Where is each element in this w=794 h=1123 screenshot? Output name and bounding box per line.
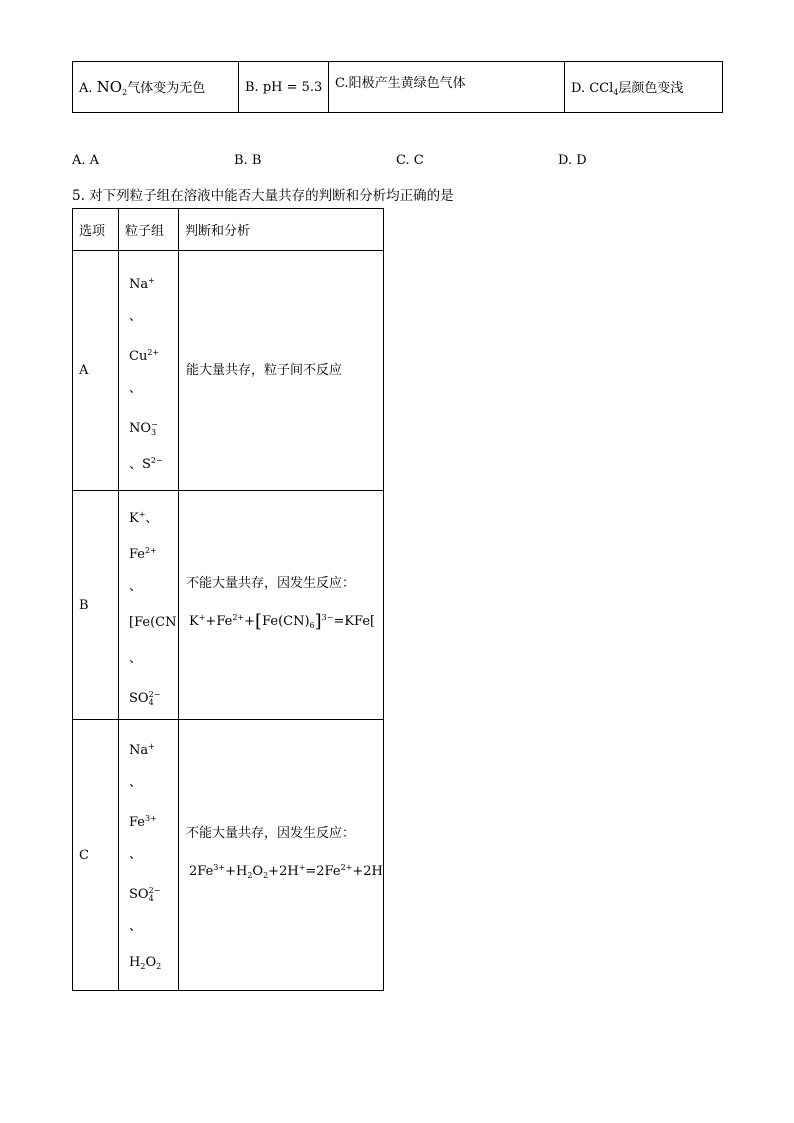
- top-options-row: [73, 62, 723, 113]
- row-c-label: C: [73, 720, 119, 991]
- ion-separator: 、: [129, 775, 143, 790]
- ion-separator: 、: [129, 579, 143, 594]
- table-row-b: [73, 491, 384, 720]
- ion-fecn6: [Fe(CN: [129, 615, 177, 630]
- choice-c[interactable]: C. C: [396, 153, 424, 168]
- table-row-a: [73, 251, 384, 491]
- row-a-ions: [119, 251, 179, 491]
- row-b-analysis: 不能大量共存，因发生反应： $K^++Fe^{2+}+[Fe(CN)_6]^{3-}=KFe$[: [179, 491, 384, 720]
- row-c-ions: [119, 720, 179, 991]
- ion-cu: $Cu^{2+}$: [129, 347, 160, 364]
- ion-coexistence-table: [72, 208, 384, 991]
- ion-no3: $NO_3^-$: [129, 419, 158, 437]
- ion-so4: $SO_4^{2-}$: [129, 690, 161, 707]
- ion-separator: 、: [129, 847, 143, 862]
- ion-so4: $SO_4^{2-}$: [129, 886, 161, 903]
- top-option-d: D. CCl$_4$层颜色变浅: [565, 62, 723, 113]
- question-5-text: 5. 对下列粒子组在溶液中能否大量共存的判断和分析均正确的是: [72, 188, 454, 204]
- row-a-label: A: [73, 251, 119, 491]
- choice-b[interactable]: B. B: [234, 153, 262, 168]
- choice-a[interactable]: A. A: [72, 153, 100, 168]
- top-option-a: A. $NO_2$气体变为无色: [73, 62, 239, 113]
- no2-formula: $NO_2$: [96, 78, 128, 97]
- ion-separator: 、: [129, 308, 143, 324]
- header-particles: 粒子组: [119, 209, 179, 251]
- row-c-analysis: 不能大量共存，因发生反应： $2Fe^{3+}+H_2O_2+2H^+=2Fe^{2+}+2H$: [179, 720, 384, 991]
- ion-na: Na+: [129, 275, 155, 292]
- ion-separator: 、: [129, 651, 143, 666]
- ion-k: K+、: [129, 510, 159, 526]
- row-a-analysis: 能大量共存，粒子间不反应: [179, 251, 384, 491]
- row-b-ions: [119, 491, 179, 720]
- table-header-row: [73, 209, 384, 251]
- header-option: 选项: [73, 209, 119, 251]
- choice-d[interactable]: D. D: [558, 153, 587, 168]
- ion-s: 、$S^{2-}$: [129, 455, 163, 472]
- ion-fe2: $Fe^{2+}$: [129, 546, 157, 562]
- ion-h2o2: $H_2O_2$: [129, 955, 162, 971]
- ion-separator: 、: [129, 919, 143, 934]
- row-b-equation: $K^++Fe^{2+}+[Fe(CN)_6]^{3-}=KFe$[: [189, 611, 376, 632]
- top-option-b: B. pH = 5.3: [239, 62, 329, 113]
- header-analysis: 判断和分析: [179, 209, 384, 251]
- ion-separator: 、: [129, 380, 143, 396]
- row-b-label: B: [73, 491, 119, 720]
- ion-na: Na+: [129, 742, 155, 758]
- top-option-c: C.阳极产生黄绿色气体: [329, 62, 565, 113]
- top-options-table: [72, 61, 723, 113]
- row-c-equation: $2Fe^{3+}+H_2O_2+2H^+=2Fe^{2+}+2H$: [189, 863, 383, 880]
- table-row-c: [73, 720, 384, 991]
- ion-fe3: $Fe^{3+}$: [129, 814, 157, 830]
